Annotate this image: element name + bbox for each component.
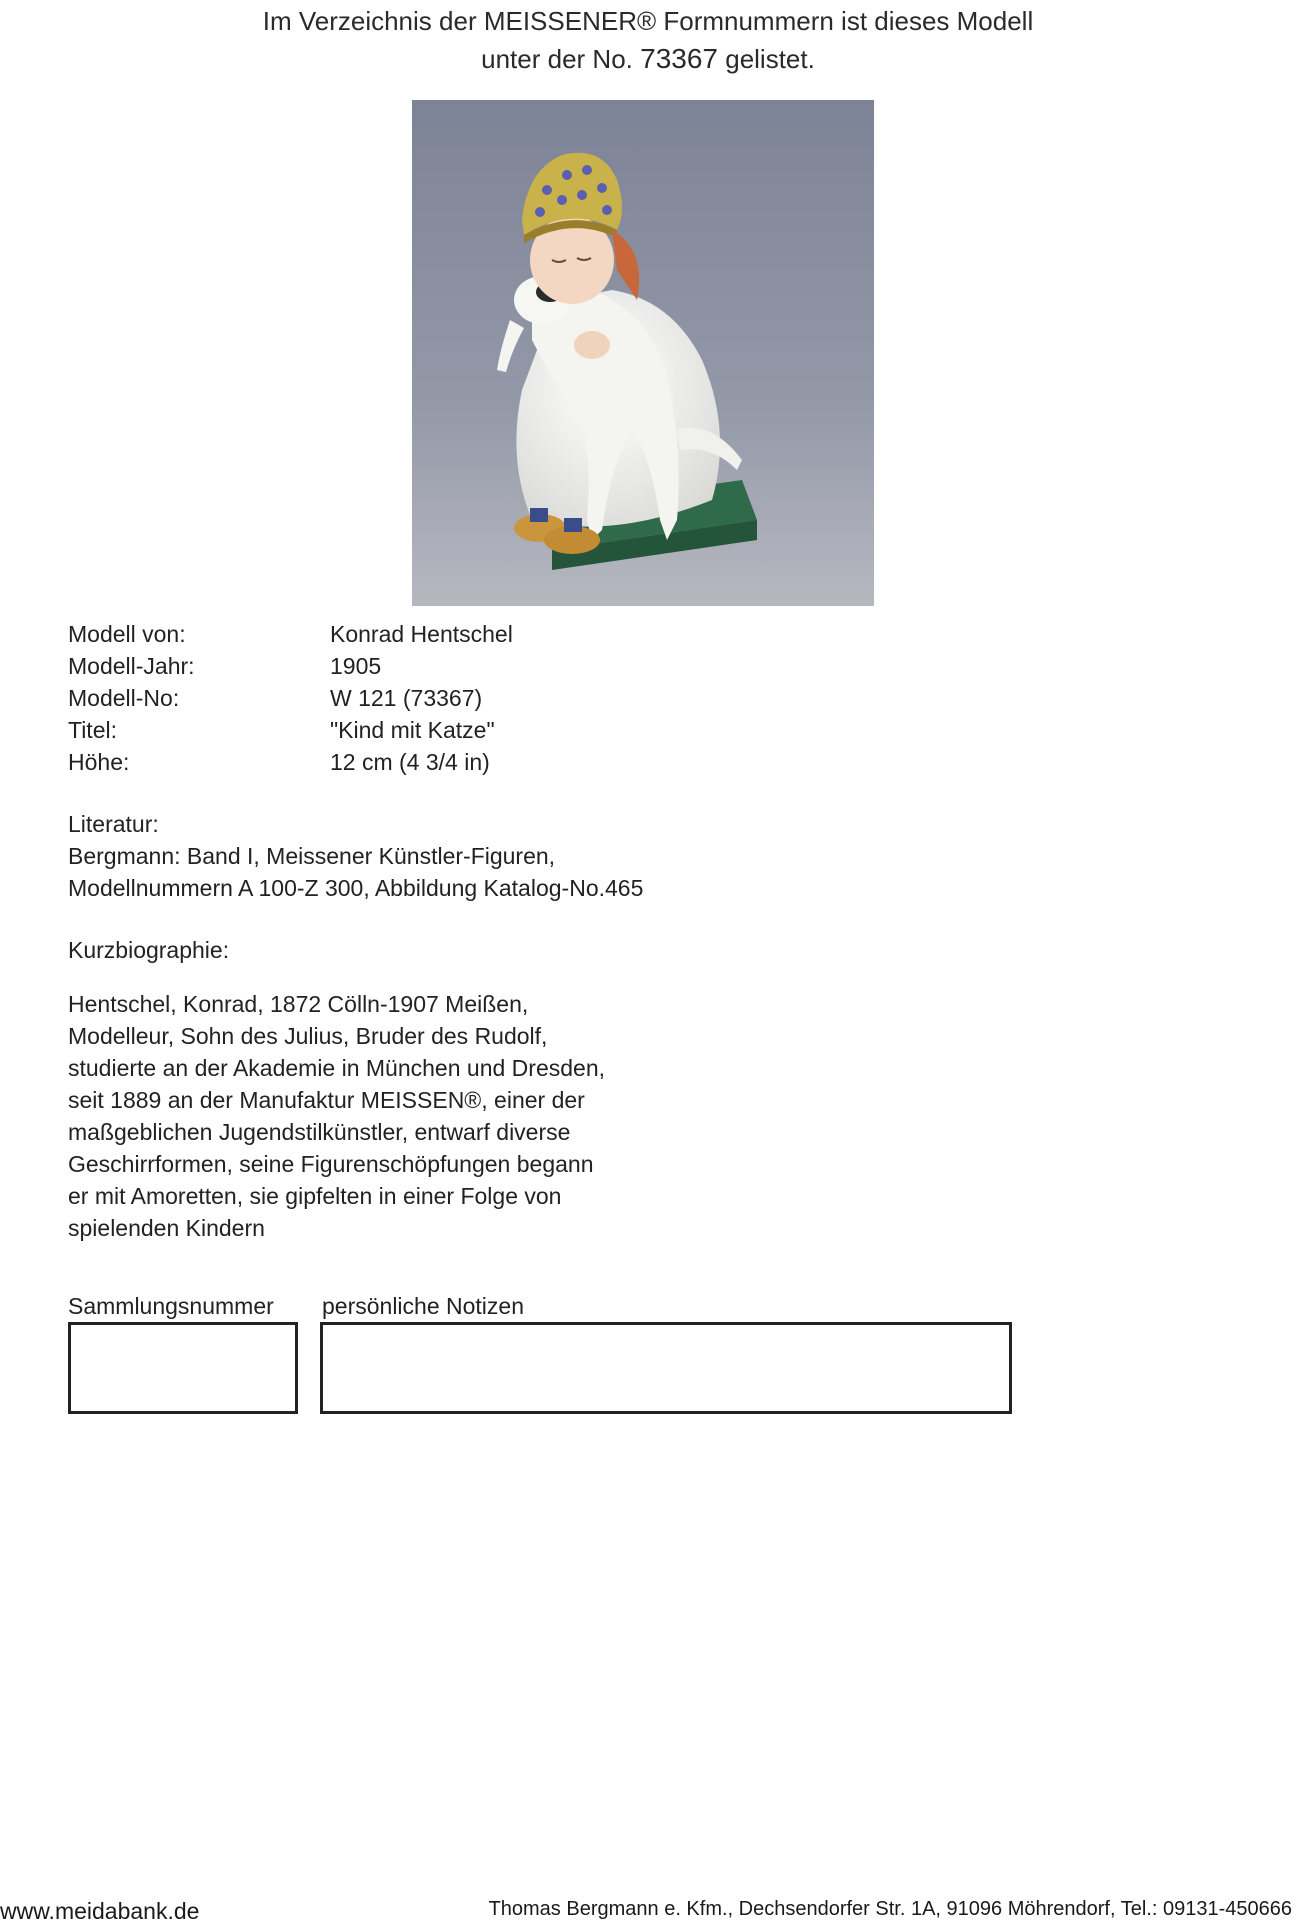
text-line: Geschirrformen, seine Figurenschöpfungen begann xyxy=(68,1151,594,1177)
sammlungsnummer-label: Sammlungsnummer xyxy=(68,1293,274,1319)
spec-value: W 121 (73367) xyxy=(330,685,483,711)
spec-row xyxy=(68,714,513,746)
spec-label: Titel: xyxy=(68,717,117,743)
notizen-label: persönliche Notizen xyxy=(322,1293,525,1319)
spec-value: 1905 xyxy=(330,653,382,679)
header-line-2 xyxy=(0,40,1296,78)
biography-text xyxy=(68,988,605,1244)
text-line: Modelleur, Sohn des Julius, Bruder des Rudolf, xyxy=(68,1023,548,1049)
spec-label: Modell von: xyxy=(68,621,186,647)
spec-value: Konrad Hentschel xyxy=(330,621,513,647)
figurine-illustration xyxy=(412,100,874,606)
spec-row xyxy=(68,682,513,714)
header-text xyxy=(0,2,1296,78)
child-hand xyxy=(574,331,610,359)
literatur-text xyxy=(68,840,643,904)
spec-row xyxy=(68,746,513,778)
notizen-box[interactable] xyxy=(320,1322,1012,1414)
header-line-2-suffix: gelistet. xyxy=(725,44,815,74)
spec-row xyxy=(68,650,513,682)
footer-website[interactable]: www.meidabank.de xyxy=(0,1898,200,1924)
spec-label: Höhe: xyxy=(68,749,130,775)
text-line: Bergmann: Band I, Meissener Künstler-Figuren, xyxy=(68,843,556,869)
text-line: Hentschel, Konrad, 1872 Cölln-1907 Meißen, xyxy=(68,991,529,1017)
spec-value: "Kind mit Katze" xyxy=(330,717,495,743)
figurine-photo xyxy=(412,100,874,606)
spec-label: Modell-No: xyxy=(68,685,180,711)
literatur-title: Literatur: xyxy=(68,811,159,837)
header-line-1: Im Verzeichnis der MEISSENER® Formnummern ist dieses Modell xyxy=(262,6,1034,36)
spec-list xyxy=(68,618,513,778)
spec-label: Modell-Jahr: xyxy=(68,653,195,679)
sammlungsnummer-box[interactable] xyxy=(68,1322,298,1414)
header-line-2-prefix: unter der No. xyxy=(481,44,633,74)
text-line: Modellnummern A 100-Z 300, Abbildung Katalog-No.465 xyxy=(68,875,644,901)
text-line: maßgeblichen Jugendstilkünstler, entwarf diverse xyxy=(68,1119,571,1145)
text-line: studierte an der Akademie in München und Dresden, xyxy=(68,1055,605,1081)
text-line: spielenden Kindern xyxy=(68,1215,265,1241)
kurzbiographie-title: Kurzbiographie: xyxy=(68,937,230,963)
form-number: 73367 xyxy=(640,43,718,74)
spec-value: 12 cm (4 3/4 in) xyxy=(330,749,490,775)
text-line: seit 1889 an der Manufaktur MEISSEN®, einer der xyxy=(68,1087,585,1113)
footer-address: Thomas Bergmann e. Kfm., Dechsendorfer Str. 1A, 91096 Möhrendorf, Tel.: 09131-450666 xyxy=(488,1898,1292,1920)
spec-row xyxy=(68,618,513,650)
text-line: er mit Amoretten, sie gipfelten in einer Folge von xyxy=(68,1183,562,1209)
